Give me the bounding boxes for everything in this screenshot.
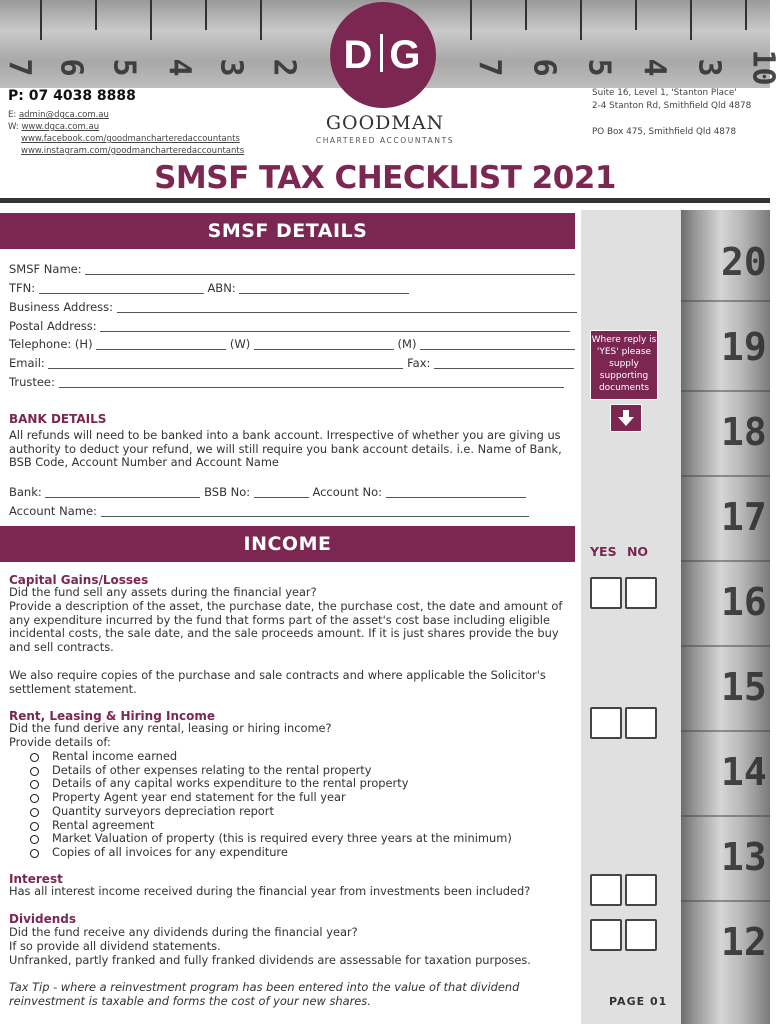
- interest-question: Has all interest income received during the financial year from investments been included?: [9, 884, 531, 898]
- tax-tip: Tax Tip - where a reinvestment program has been entered into the value of that dividend reinvestment is taxable and forms the cost of your new shares.: [9, 980, 520, 1008]
- list-item: Details of any capital works expenditure to the rental property: [30, 777, 512, 791]
- capital-gains-no-checkbox[interactable]: [625, 577, 657, 609]
- rent-heading: Rent, Leasing & Hiring Income: [9, 709, 215, 723]
- rent-question: Did the fund derive any rental, leasing or hiring income?: [9, 721, 332, 735]
- capital-gains-question: Did the fund sell any assets during the financial year?: [9, 585, 317, 599]
- list-item: Quantity surveyors depreciation report: [30, 805, 512, 819]
- dividends-provide: If so provide all dividend statements.: [9, 939, 221, 953]
- interest-yes-checkbox[interactable]: [590, 874, 622, 906]
- no-label: NO: [626, 544, 649, 559]
- yes-no-header: [590, 544, 648, 559]
- telephone-row[interactable]: Telephone: (H) (W) (M): [9, 337, 575, 351]
- trustee-field[interactable]: Trustee:: [9, 375, 575, 389]
- list-item: Rental agreement: [30, 819, 512, 833]
- down-arrow-icon: [610, 404, 642, 432]
- page-number: PAGE 01: [609, 995, 668, 1008]
- list-item: Details of other expenses relating to the rental property: [30, 764, 512, 778]
- instagram-link[interactable]: www.instagram.com/goodmancharteredaccountants: [21, 146, 245, 156]
- email-link[interactable]: admin@dgca.com.au: [18, 110, 109, 120]
- page-title: SMSF TAX CHECKLIST 2021: [154, 160, 616, 196]
- list-item: Property Agent year end statement for the full year: [30, 791, 512, 805]
- dividends-yes-checkbox[interactable]: [590, 919, 622, 951]
- rent-details-list: [30, 750, 512, 860]
- bank-details-heading: BANK DETAILS: [9, 412, 107, 426]
- ruler-banner-image: 7 6 5 4 3 2 7 6 5 4 3 10: [0, 0, 770, 88]
- logo-letters: D G: [343, 32, 423, 77]
- dividends-heading: Dividends: [9, 912, 77, 926]
- smsf-name-field[interactable]: SMSF Name:: [9, 262, 575, 276]
- reply-note: Where reply is 'YES' please supply supporting documents: [590, 330, 658, 400]
- postal-address-field[interactable]: Postal Address:: [9, 319, 575, 333]
- capital-gains-details: Provide a description of the asset, the purchase date, the purchase cost, the date and amount of any expenditure incurred by the fund that forms part of the asset's cost base including eligible incidental costs, the sale date, and the sale proceeds amount. If it is just shares provide the buy and sell contracts.: [9, 599, 563, 655]
- list-item: Copies of all invoices for any expenditure: [30, 846, 512, 860]
- list-item: Rental income earned: [30, 750, 512, 764]
- email-fax-row[interactable]: Email: Fax:: [9, 356, 575, 370]
- website-link[interactable]: www.dgca.com.au: [21, 122, 100, 132]
- address-line-2: 2-4 Stanton Rd, Smithfield Qld 4878: [592, 101, 752, 111]
- website-line: W: www.dgca.com.au: [8, 122, 100, 132]
- account-name-field[interactable]: Account Name:: [9, 504, 575, 518]
- bank-bsb-account-row[interactable]: Bank: BSB No: Account No:: [9, 485, 575, 499]
- interest-no-checkbox[interactable]: [625, 874, 657, 906]
- business-address-field[interactable]: Business Address:: [9, 300, 575, 314]
- tfn-abn-row[interactable]: TFN: ABN:: [9, 281, 575, 295]
- po-box: PO Box 475, Smithfield Qld 4878: [592, 127, 737, 137]
- measuring-strip-image: 20 19 18 17 16 15 14 13 12: [681, 210, 770, 1024]
- facebook-link[interactable]: www.facebook.com/goodmancharteredaccountants: [21, 134, 240, 144]
- dividends-no-checkbox[interactable]: [625, 919, 657, 951]
- brand-subtitle: CHARTERED ACCOUNTANTS: [315, 136, 455, 145]
- smsf-details-heading: SMSF DETAILS: [0, 213, 575, 249]
- list-item: Market Valuation of property (this is required every three years at the minimum): [30, 832, 512, 846]
- logo: [330, 2, 436, 108]
- capital-gains-heading: Capital Gains/Losses: [9, 573, 149, 587]
- yes-label: YES: [590, 544, 617, 559]
- phone-number: P: 07 4038 8888: [8, 88, 136, 104]
- income-heading: INCOME: [0, 526, 575, 562]
- rent-yes-checkbox[interactable]: [590, 707, 622, 739]
- brand-name: GOODMAN: [325, 112, 445, 134]
- capital-gains-contracts: We also require copies of the purchase and sale contracts and where applicable the Solicitor's settlement statement.: [9, 668, 546, 696]
- address-line-1: Suite 16, Level 1, 'Stanton Place': [592, 88, 737, 98]
- email-line: E: admin@dgca.com.au: [8, 110, 109, 120]
- dividends-question: Did the fund receive any dividends during the financial year?: [9, 925, 358, 939]
- interest-heading: Interest: [9, 872, 63, 886]
- capital-gains-yes-checkbox[interactable]: [590, 577, 622, 609]
- dividends-note: Unfranked, partly franked and fully franked dividends are assessable for taxation purposes.: [9, 953, 531, 967]
- bank-details-text: All refunds will need to be banked into a bank account. Irrespective of whether you are giving us authority to deduct your refund, we will still require you bank account details. i.e. Name of Bank, BSB Code, Account Number and Account Name: [9, 428, 562, 470]
- title-divider: [0, 198, 770, 203]
- rent-no-checkbox[interactable]: [625, 707, 657, 739]
- rent-provide: Provide details of:: [9, 735, 111, 749]
